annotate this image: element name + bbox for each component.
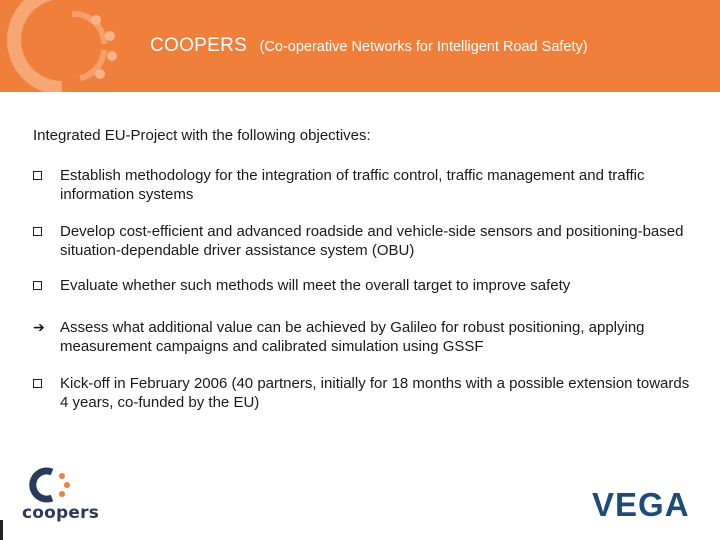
list-item — [33, 166, 693, 204]
list-item-text: Kick-off in February 2006 (40 partners, initially for 18 months with a possible extension towards 4 years, co-funded by the EU) — [60, 375, 690, 411]
list-item-text: Assess what additional value can be achieved by Galileo for robust positioning, applying measurement campaigns and calibrated simulation using GSSF — [60, 319, 645, 355]
coopers-logo-text: coopers — [22, 503, 100, 523]
right-arrow-icon: ➔ — [33, 319, 45, 335]
square-bullet-icon — [33, 281, 42, 290]
slide-content — [33, 127, 693, 412]
header-title — [150, 35, 588, 57]
header-banner — [0, 0, 720, 92]
square-bullet-icon — [33, 171, 42, 180]
list-item-text: Establish methodology for the integration of traffic control, traffic management and traffic information systems — [60, 167, 645, 203]
vega-logo — [592, 486, 700, 522]
list-item — [33, 276, 693, 295]
intro-text: Integrated EU-Project with the following objectives: — [33, 127, 371, 144]
slide-edge-mark — [0, 520, 3, 540]
list-item — [33, 374, 693, 412]
square-bullet-icon — [33, 379, 42, 388]
list-item-text: Develop cost-efficient and advanced roadside and vehicle-side sensors and positioning-based situation-dependable driver assistance system (OBU) — [60, 223, 684, 259]
list-item-text: Evaluate whether such methods will meet the overall target to improve safety — [60, 277, 571, 294]
square-bullet-icon — [33, 227, 42, 236]
vega-logo-text: VEGA — [592, 486, 690, 522]
objectives-list — [33, 166, 693, 412]
title-subtitle: (Co-operative Networks for Intelligent Road Safety) — [259, 39, 588, 55]
title-main: COOPERS — [150, 35, 248, 56]
list-item — [33, 222, 693, 260]
list-item — [33, 318, 693, 356]
header-decoration-icon — [0, 0, 150, 92]
